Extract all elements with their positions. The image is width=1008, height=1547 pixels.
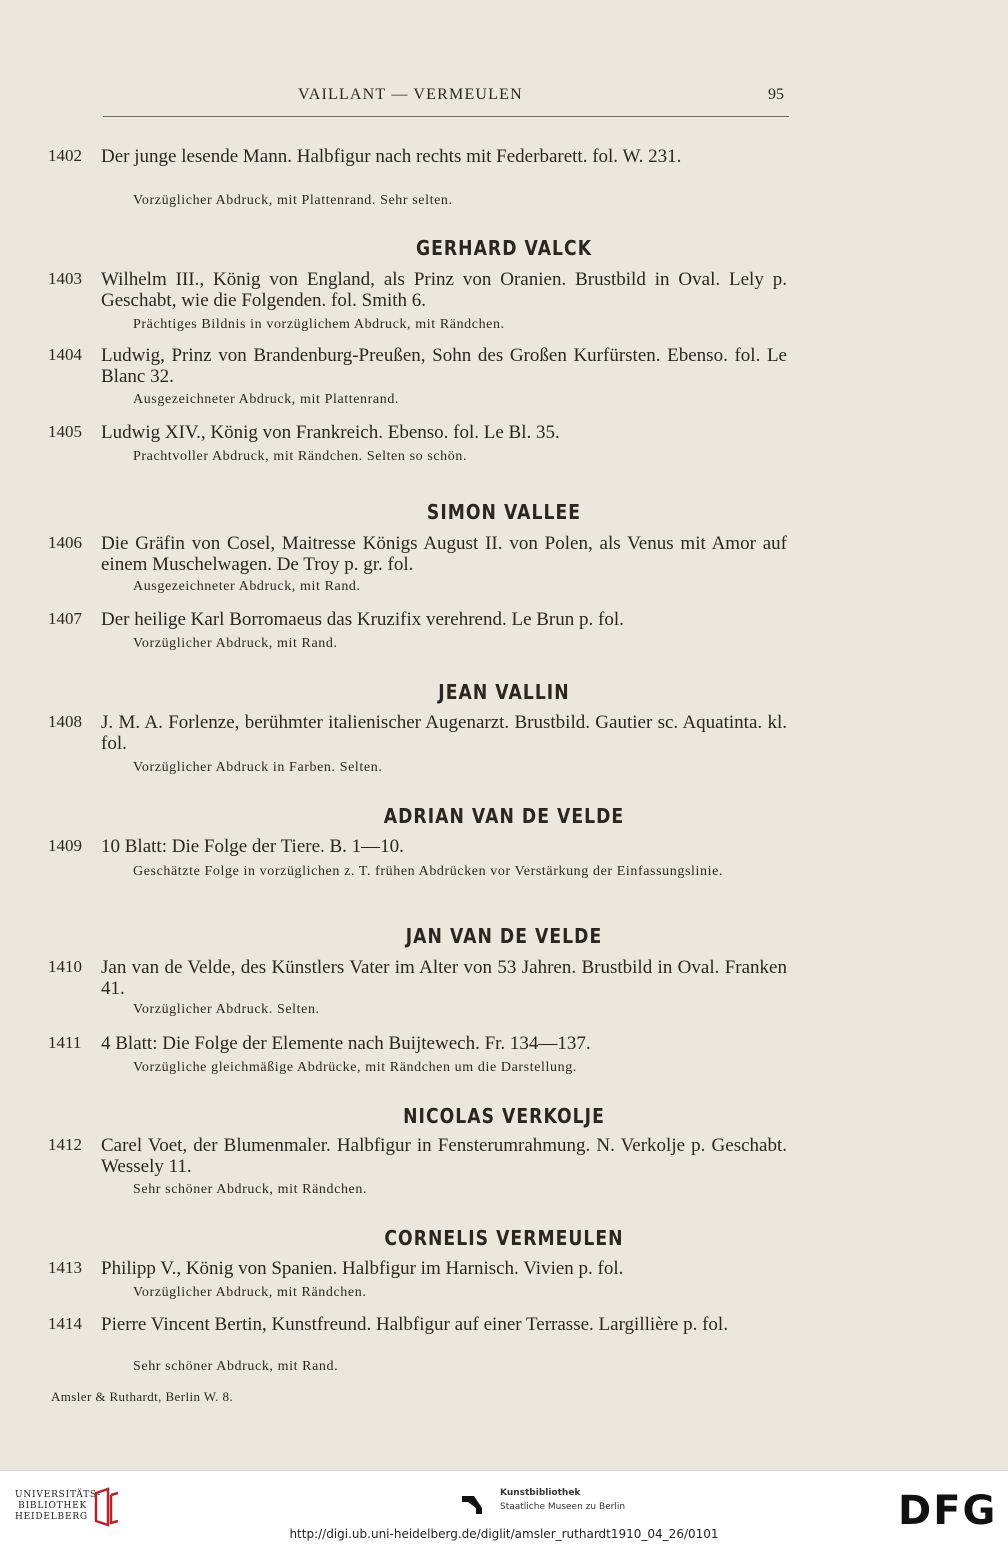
lot-number: 1407	[48, 609, 82, 628]
section-heading: CORNELIS VERMEULEN	[384, 1226, 624, 1250]
entry-text: Der heilige Karl Borromaeus das Kruzifix verehrend. Le Brun p. fol.	[101, 609, 624, 630]
lot-number: 1409	[48, 836, 82, 855]
entry-text: 10 Blatt: Die Folge der Tiere. B. 1—10.	[101, 836, 404, 857]
uni-line: BIBLIOTHEK	[18, 1501, 87, 1511]
entry-text: Ludwig, Prinz von Brandenburg-Preußen, Sohn des Großen Kurfürsten. Ebenso. fol. Le Blanc 32.	[101, 345, 787, 387]
university-library-label[interactable]	[15, 1490, 102, 1523]
entry-text: Carel Voet, der Blumenmaler. Halbfigur in Fensterumrahmung. N. Verkolje p. Geschabt. Wessely 11.	[101, 1135, 787, 1177]
entry-text: Jan van de Velde, des Künstlers Vater im Alter von 53 Jahren. Brustbild in Oval. Franken 41.	[101, 957, 787, 999]
lot-number: 1410	[48, 957, 82, 976]
lot-number: 1404	[48, 345, 82, 364]
running-head	[0, 86, 1008, 110]
lot-number: 1412	[48, 1135, 82, 1154]
entry-text: Wilhelm III., König von England, als Prinz von Oranien. Brustbild in Oval. Lely p. Geschabt, wie die Folgenden. fol. Smith 6.	[101, 269, 787, 311]
section-heading: NICOLAS VERKOLJE	[403, 1104, 605, 1128]
kunstbibliothek-logo-icon[interactable]	[460, 1488, 490, 1516]
entry-text: Pierre Vincent Bertin, Kunstfreund. Halbfigur auf einer Terrasse. Largillière p. fol.	[101, 1314, 728, 1335]
header-rule	[103, 116, 789, 117]
entry-text: Der junge lesende Mann. Halbfigur nach rechts mit Federbarett. fol. W. 231.	[101, 146, 682, 167]
kunstbibliothek-label[interactable]	[500, 1486, 625, 1514]
section-heading: GERHARD VALCK	[415, 236, 593, 260]
entry-note: Prachtvoller Abdruck, mit Rändchen. Selten so schön.	[133, 449, 468, 464]
dfg-logo[interactable]: DFG	[898, 1488, 998, 1534]
university-logo-icon[interactable]	[92, 1487, 120, 1527]
lot-number: 1414	[48, 1314, 82, 1333]
uni-line: HEIDELBERG	[15, 1512, 88, 1522]
kb-title: Kunstbibliothek	[500, 1488, 581, 1498]
entry-note: Vorzüglicher Abdruck. Selten.	[133, 1002, 320, 1017]
section-heading: JEAN VALLIN	[438, 680, 570, 704]
page-number: 95	[768, 86, 784, 103]
entry-note: Vorzüglicher Abdruck, mit Rand.	[133, 636, 338, 651]
lot-number: 1406	[48, 533, 82, 552]
entry-text: Ludwig XIV., König von Frankreich. Ebenso. fol. Le Bl. 35.	[101, 422, 560, 443]
entry-note: Ausgezeichneter Abdruck, mit Plattenrand.	[133, 392, 400, 407]
lot-number: 1408	[48, 712, 82, 731]
entry-note: Ausgezeichneter Abdruck, mit Rand.	[133, 579, 361, 594]
uni-line: UNIVERSITÄTS-	[15, 1490, 102, 1500]
publisher-imprint: Amsler & Ruthardt, Berlin W. 8.	[51, 1389, 234, 1404]
entry-note: Geschätzte Folge in vorzüglichen z. T. frühen Abdrücken vor Verstärkung der Einfassungslinie.	[133, 864, 723, 879]
permalink-url[interactable]: http://digi.ub.uni-heidelberg.de/diglit/amsler_ruthardt1910_04_26/0101	[289, 1527, 719, 1541]
entry-note: Prächtiges Bildnis in vorzüglichem Abdruck, mit Rändchen.	[133, 317, 505, 332]
section-heading: ADRIAN VAN DE VELDE	[383, 804, 625, 828]
section-heading: JAN VAN DE VELDE	[405, 924, 603, 948]
lot-number: 1405	[48, 422, 82, 441]
entry-note: Vorzüglicher Abdruck in Farben. Selten.	[133, 760, 383, 775]
lot-number: 1411	[48, 1033, 82, 1052]
entry-note: Vorzügliche gleichmäßige Abdrücke, mit Rändchen um die Darstellung.	[133, 1060, 577, 1075]
entry-note: Sehr schöner Abdruck, mit Rand.	[133, 1359, 339, 1374]
entry-note: Vorzüglicher Abdruck, mit Rändchen.	[133, 1285, 367, 1300]
lot-number: 1402	[48, 146, 82, 165]
entry-text: J. M. A. Forlenze, berühmter italienischer Augenarzt. Brustbild. Gautier sc. Aquatinta. kl. fol.	[101, 712, 787, 754]
section-heading: SIMON VALLEE	[426, 500, 582, 524]
running-title: VAILLANT — VERMEULEN	[298, 86, 523, 103]
entry-text: 4 Blatt: Die Folge der Elemente nach Buijtewech. Fr. 134—137.	[101, 1033, 591, 1054]
kb-subtitle: Staatliche Museen zu Berlin	[500, 1502, 626, 1512]
entry-note: Vorzüglicher Abdruck, mit Plattenrand. Sehr selten.	[133, 193, 453, 208]
entry-text: Philipp V., König von Spanien. Halbfigur im Harnisch. Vivien p. fol.	[101, 1258, 624, 1279]
entry-note: Sehr schöner Abdruck, mit Rändchen.	[133, 1182, 368, 1197]
lot-number: 1413	[48, 1258, 82, 1277]
entry-text: Die Gräfin von Cosel, Maitresse Königs August II. von Polen, als Venus mit Amor auf einem Muschelwagen. De Troy p. gr. fol.	[101, 533, 787, 575]
lot-number: 1403	[48, 269, 82, 288]
